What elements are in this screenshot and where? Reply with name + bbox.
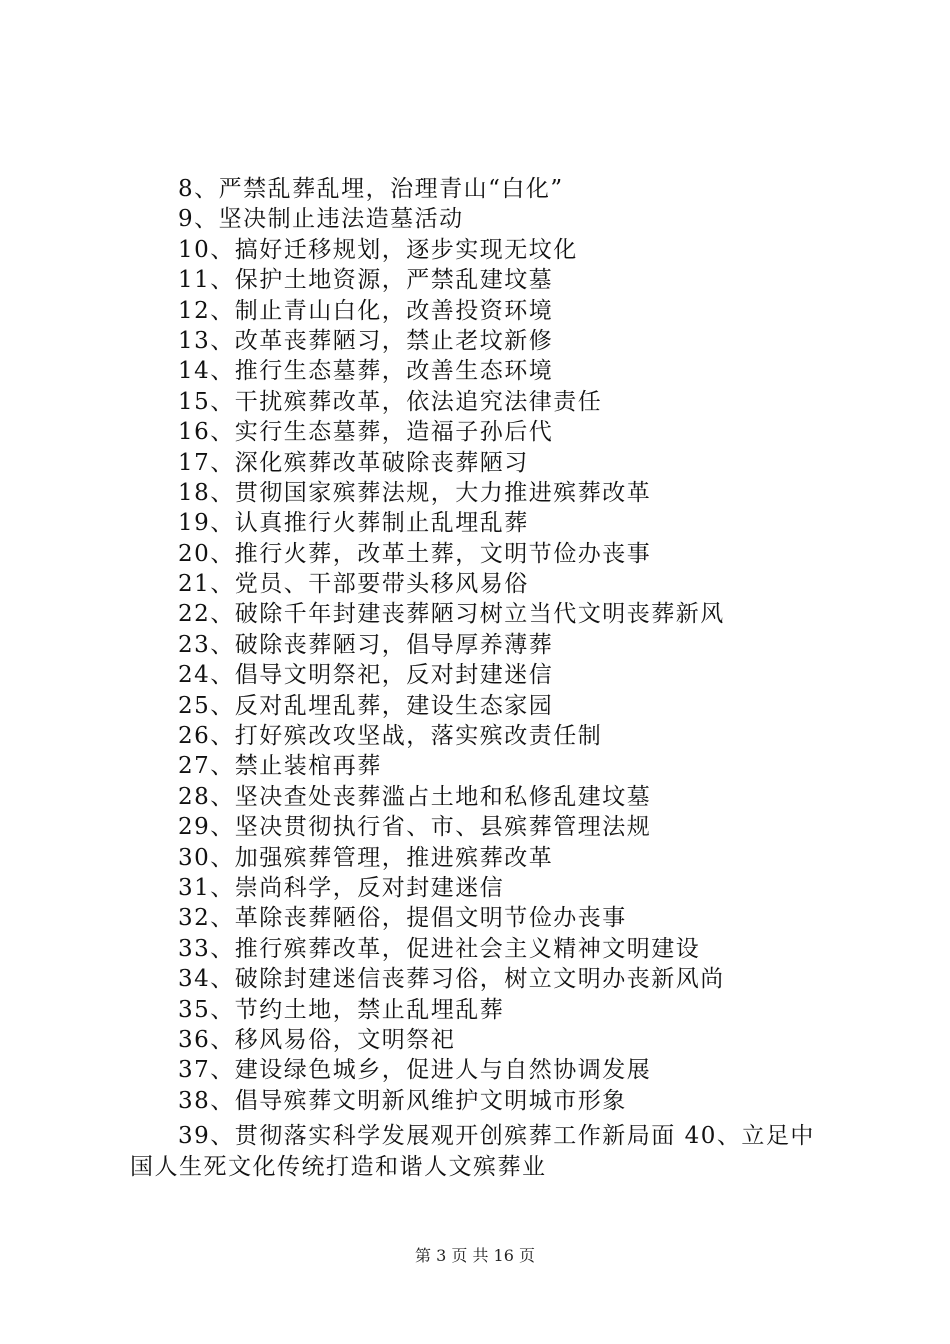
list-item: 16、实行生态墓葬，造福子孙后代 [178,419,554,446]
list-item: 32、革除丧葬陋俗，提倡文明节俭办丧事 [178,905,627,932]
list-item: 33、推行殡葬改革，促进社会主义精神文明建设 [178,935,701,962]
list-item: 8、严禁乱葬乱埋，治理青山“白化” [178,176,564,202]
list-item: 12、制止青山白化，改善投资环境 [178,297,554,324]
list-item: 18、贯彻国家殡葬法规，大力推进殡葬改革 [178,479,652,506]
page-footer: 第 3 页 共 16 页 [415,1246,535,1265]
final-paragraph-line-1: 39、贯彻落实科学发展观开创殡葬工作新局面 40、立足中 [178,1123,815,1149]
list-item: 20、推行火葬，改革土葬，文明节俭办丧事 [178,540,652,567]
list-item: 37、建设绿色城乡，促进人与自然协调发展 [178,1057,652,1084]
list-item: 26、打好殡改攻坚战，落实殡改责任制 [178,723,603,750]
list-item: 15、干扰殡葬改革，依法追究法律责任 [178,388,603,415]
list-item: 27、禁止装棺再葬 [178,753,382,780]
list-item: 29、坚决贯彻执行省、市、县殡葬管理法规 [178,814,652,841]
list-item: 31、崇尚科学，反对封建迷信 [178,874,505,901]
list-item: 24、倡导文明祭祀，反对封建迷信 [178,662,554,689]
list-item: 10、搞好迁移规划，逐步实现无坟化 [178,236,578,263]
list-item: 25、反对乱埋乱葬，建设生态家园 [178,692,554,719]
list-item: 9、坚决制止违法造墓活动 [178,206,464,233]
list-item: 17、深化殡葬改革破除丧葬陋习 [178,449,529,476]
list-item: 35、节约土地，禁止乱埋乱葬 [178,996,505,1023]
list-item: 36、移风易俗，文明祭祀 [178,1026,456,1053]
list-item: 19、认真推行火葬制止乱埋乱葬 [178,510,529,537]
list-item: 22、破除千年封建丧葬陋习树立当代文明丧葬新风 [178,601,725,628]
list-item: 34、破除封建迷信丧葬习俗，树立文明办丧新风尚 [178,966,725,993]
final-paragraph [130,1121,850,1183]
list-item: 13、改革丧葬陋习，禁止老坟新修 [178,327,554,354]
list-item: 21、党员、干部要带头移风易俗 [178,571,529,598]
list-item: 38、倡导殡葬文明新风维护文明城市形象 [178,1087,627,1114]
final-paragraph-line-2: 国人生死文化传统打造和谐人文殡葬业 [130,1154,547,1180]
list-item: 23、破除丧葬陋习，倡导厚养薄葬 [178,631,554,658]
list-item: 30、加强殡葬管理，推进殡葬改革 [178,844,554,871]
list-item: 14、推行生态墓葬，改善生态环境 [178,358,554,385]
list-item: 28、坚决查处丧葬滥占土地和私修乱建坟墓 [178,783,652,810]
list-item: 11、保护土地资源，严禁乱建坟墓 [178,267,554,294]
slogan-list [178,174,878,1116]
